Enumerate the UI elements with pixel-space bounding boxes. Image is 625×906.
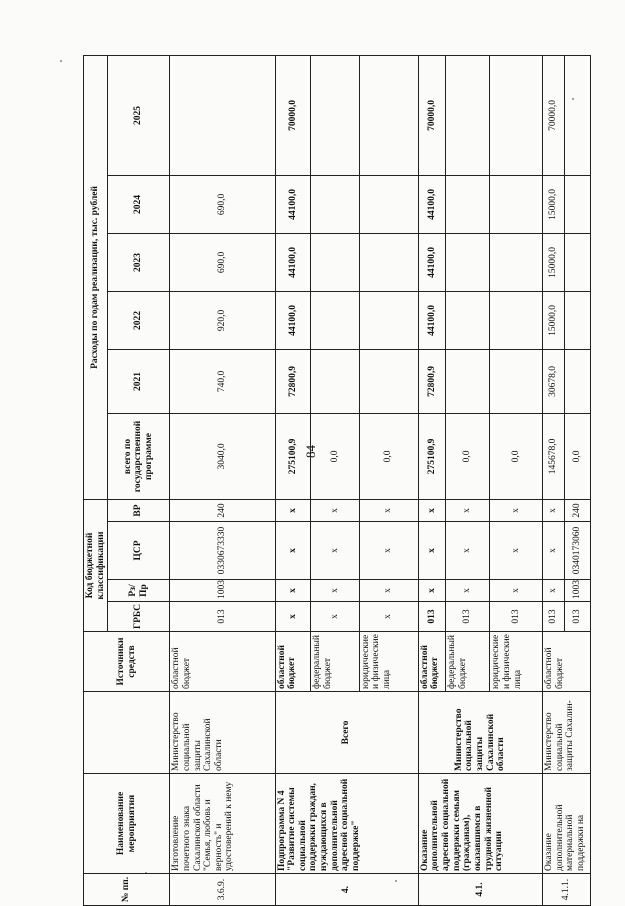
row-source: областной бюджет [275, 632, 311, 692]
row-2022 [446, 291, 490, 349]
header-num: № пп. [84, 874, 170, 906]
row-source: областной бюджет [418, 632, 445, 692]
row-2023 [564, 233, 590, 291]
row-grbs: 013 [490, 602, 543, 632]
row-2022: 920,0 [170, 291, 275, 349]
row-rzpr: х [275, 580, 311, 602]
row-name: Изготовление почетного знака Сахалинской области "Семья, любовь и верность" и удостоверений к нему [170, 774, 275, 874]
row-csr: х [446, 522, 490, 580]
header-source: Источники средств [84, 632, 170, 692]
header-2023: 2023 [108, 233, 170, 291]
row-2025 [359, 55, 418, 175]
row-2023 [446, 233, 490, 291]
row-vr: х [446, 499, 490, 521]
row-2024: 44100,0 [418, 175, 445, 233]
row-2025: 70000,0 [418, 55, 445, 175]
row-executor: Министерство социальной защиты Сахалин- [543, 692, 591, 774]
row-rzpr: 1003 [564, 580, 590, 602]
row-2025: 70000,0 [275, 55, 311, 175]
row-2025 [446, 55, 490, 175]
budget-table [83, 55, 591, 906]
row-2023: 690,0 [170, 233, 275, 291]
row-2021: 30678,0 [543, 349, 565, 413]
row-grbs: 013 [170, 602, 275, 632]
row-2021 [490, 349, 543, 413]
header-budget-code: Код бюджетной классификации [84, 499, 108, 631]
row-2022 [311, 291, 359, 349]
row-num: 4.1. [418, 874, 542, 906]
row-grbs: 013 [564, 602, 590, 632]
row-2021 [564, 349, 590, 413]
row-name: Оказание дополнительной материальной поддержки на [543, 774, 591, 874]
row-2024: 15000,0 [543, 175, 565, 233]
row-2022 [564, 291, 590, 349]
row-2024 [311, 175, 359, 233]
row-source: юридические и физические лица [359, 632, 418, 692]
header-total: всего по государственной программе [108, 413, 170, 499]
row-total: 275100,9 [418, 413, 445, 499]
budget-table-rotated [83, 56, 591, 906]
row-vr: х [359, 499, 418, 521]
row-csr: х [275, 522, 311, 580]
row-rzpr: х [490, 580, 543, 602]
row-num: 4.1.1. [543, 874, 591, 906]
table-row [418, 55, 445, 905]
row-vr: х [275, 499, 311, 521]
row-name: Подпрограмма N 4 "Развитие системы социальной поддержки граждан, нуждающихся в дополнительной адресной социальной поддержке" [275, 774, 418, 874]
row-csr: х [490, 522, 543, 580]
row-2024 [564, 175, 590, 233]
row-grbs: х [275, 602, 311, 632]
row-grbs: х [311, 602, 359, 632]
row-total: 0,0 [446, 413, 490, 499]
row-2022 [490, 291, 543, 349]
row-2021: 740,0 [170, 349, 275, 413]
row-2021: 72800,9 [275, 349, 311, 413]
row-grbs: х [359, 602, 418, 632]
header-executor [84, 692, 170, 774]
header-2024: 2024 [108, 175, 170, 233]
row-2022: 44100,0 [275, 291, 311, 349]
row-2023: 44100,0 [275, 233, 311, 291]
row-2024 [490, 175, 543, 233]
row-2025: 70000,0 [543, 55, 565, 175]
row-rzpr: х [359, 580, 418, 602]
header-expenses: Расходы по годам реализации, тыс. рублей [84, 55, 108, 499]
row-executor: Всего [275, 692, 418, 774]
row-total: 0,0 [490, 413, 543, 499]
row-total: 145678,0 [543, 413, 565, 499]
row-2024 [359, 175, 418, 233]
row-2023 [490, 233, 543, 291]
row-2025 [564, 55, 590, 175]
row-total: 0,0 [311, 413, 359, 499]
row-rzpr: х [446, 580, 490, 602]
header-rzpr: Рз/Пр [108, 580, 170, 602]
row-2023 [311, 233, 359, 291]
row-grbs: 013 [543, 602, 565, 632]
row-rzpr: х [543, 580, 565, 602]
row-vr: х [490, 499, 543, 521]
row-vr: х [543, 499, 565, 521]
header-vr: ВР [108, 499, 170, 521]
row-vr: 240 [564, 499, 590, 521]
row-csr: х [418, 522, 445, 580]
row-2024: 44100,0 [275, 175, 311, 233]
row-rzpr: 1003 [170, 580, 275, 602]
row-csr: х [311, 522, 359, 580]
header-2021: 2021 [108, 349, 170, 413]
row-vr: 240 [170, 499, 275, 521]
row-num: 3.6.9. [170, 874, 275, 906]
row-source: федеральный бюджет [311, 632, 359, 692]
row-csr: 0330673330 [170, 522, 275, 580]
table-row [170, 55, 275, 905]
row-total: 0,0 [359, 413, 418, 499]
row-source: областной бюджет [543, 632, 591, 692]
row-2021: 72800,9 [418, 349, 445, 413]
row-total: 0,0 [564, 413, 590, 499]
row-total: 3040,0 [170, 413, 275, 499]
row-2024: 690,0 [170, 175, 275, 233]
row-vr: х [418, 499, 445, 521]
row-csr: 0340173060 [564, 522, 590, 580]
row-2022 [359, 291, 418, 349]
scan-speck [60, 60, 62, 62]
row-2023: 15000,0 [543, 233, 565, 291]
row-rzpr: х [311, 580, 359, 602]
row-2025 [311, 55, 359, 175]
row-grbs: 013 [446, 602, 490, 632]
row-2025 [490, 55, 543, 175]
row-2022: 44100,0 [418, 291, 445, 349]
row-2023 [359, 233, 418, 291]
row-2021 [446, 349, 490, 413]
table-row [275, 55, 311, 905]
row-csr: х [543, 522, 565, 580]
row-source: областной бюджет [170, 632, 275, 692]
row-name: Оказание дополнительной адресной социальной поддержки семьям (гражданам), оказавшимся в трудной жизненной ситуации [418, 774, 542, 874]
row-csr: х [359, 522, 418, 580]
row-executor: Министерство социальной защиты Сахалинской области [418, 692, 542, 774]
header-grbs: ГРБС [108, 602, 170, 632]
row-2021 [359, 349, 418, 413]
row-2021 [311, 349, 359, 413]
header-name: Наименование мероприятия [84, 774, 170, 874]
row-2025 [170, 55, 275, 175]
row-2024 [446, 175, 490, 233]
row-total: 275100,9 [275, 413, 311, 499]
row-vr: х [311, 499, 359, 521]
row-executor: Министерство социальной защиты Сахалинской области [170, 692, 275, 774]
table-row [543, 55, 565, 905]
row-2023: 44100,0 [418, 233, 445, 291]
header-csr: ЦСР [108, 522, 170, 580]
page-number: 84 [303, 445, 318, 458]
header-2022: 2022 [108, 291, 170, 349]
row-grbs: 013 [418, 602, 445, 632]
row-2022: 15000,0 [543, 291, 565, 349]
row-source: федеральный бюджет [446, 632, 490, 692]
row-rzpr: х [418, 580, 445, 602]
row-num: 4. [275, 874, 418, 906]
row-source: юридические и физические лица [490, 632, 543, 692]
header-2025: 2025 [108, 55, 170, 175]
